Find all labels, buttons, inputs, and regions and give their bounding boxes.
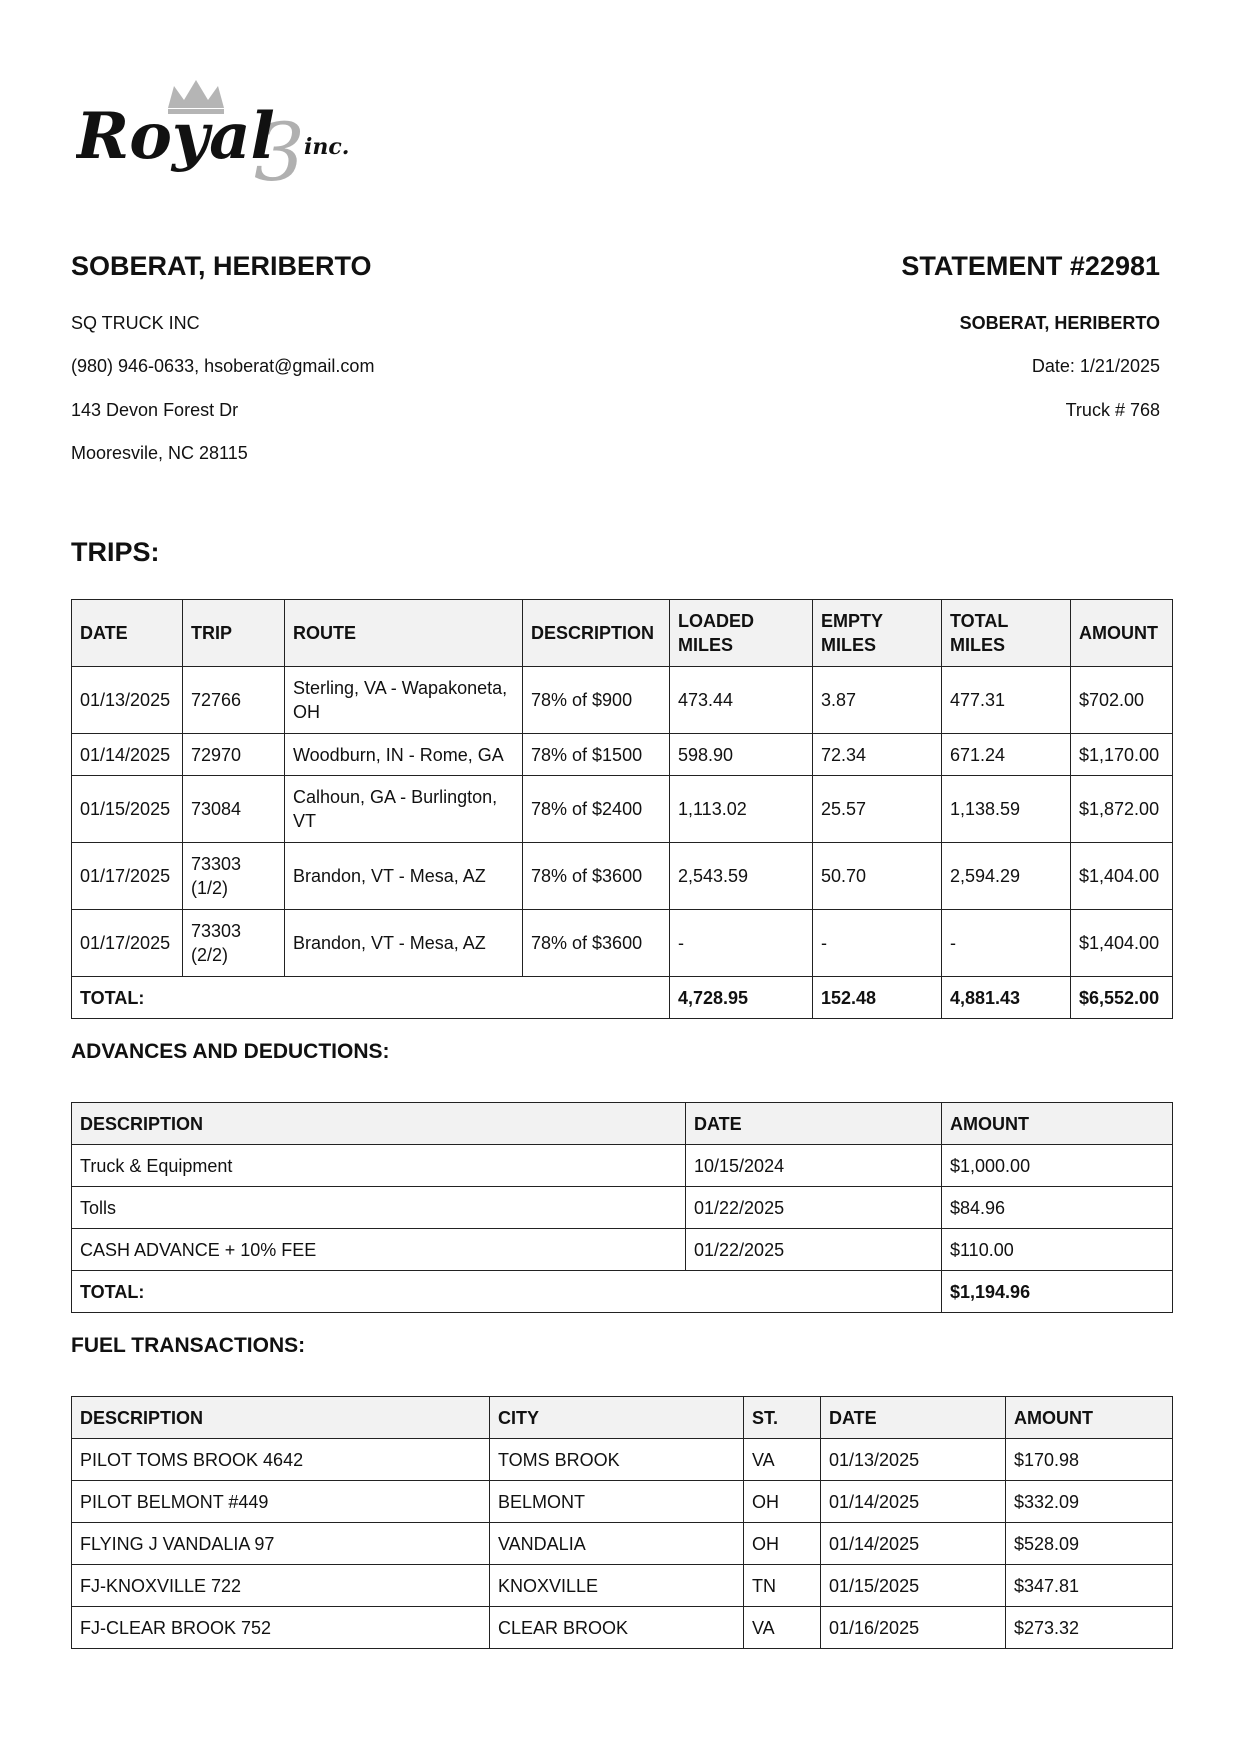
driver-company: SQ TRUCK INC xyxy=(71,313,200,333)
table-cell: TOMS BROOK xyxy=(490,1439,744,1481)
table-cell: 3.87 xyxy=(813,667,942,734)
table-row xyxy=(72,667,1173,734)
table-cell: Truck & Equipment xyxy=(72,1145,686,1187)
table-cell: 78% of $3600 xyxy=(523,910,670,977)
driver-contact: (980) 946-0633, hsoberat@gmail.com xyxy=(71,356,375,376)
table-cell: $1,404.00 xyxy=(1071,910,1173,977)
table-cell: KNOXVILLE xyxy=(490,1565,744,1607)
column-header: TOTAL MILES xyxy=(942,600,1071,667)
table-cell: 01/14/2025 xyxy=(821,1523,1006,1565)
table-row xyxy=(72,1229,1173,1271)
table-cell: $1,170.00 xyxy=(1071,734,1173,776)
column-header: LOADED MILES xyxy=(670,600,813,667)
column-header: DATE xyxy=(686,1103,942,1145)
table-cell: - xyxy=(942,910,1071,977)
trips-table xyxy=(71,599,1173,1019)
table-cell: $273.32 xyxy=(1006,1607,1173,1649)
advances-heading: ADVANCES AND DEDUCTIONS: xyxy=(71,1040,390,1063)
column-header: ROUTE xyxy=(285,600,523,667)
table-row xyxy=(72,1145,1173,1187)
table-cell: 72.34 xyxy=(813,734,942,776)
table-row xyxy=(72,1523,1173,1565)
table-cell: 01/13/2025 xyxy=(821,1439,1006,1481)
table-cell: 01/22/2025 xyxy=(686,1187,942,1229)
total-empty-miles: 152.48 xyxy=(813,977,942,1019)
table-cell: Calhoun, GA - Burlington, VT xyxy=(285,776,523,843)
table-cell: 73084 xyxy=(183,776,285,843)
table-cell: 01/16/2025 xyxy=(821,1607,1006,1649)
table-cell: 10/15/2024 xyxy=(686,1145,942,1187)
table-cell: 477.31 xyxy=(942,667,1071,734)
table-cell: 78% of $3600 xyxy=(523,843,670,910)
table-cell: PILOT TOMS BROOK 4642 xyxy=(72,1439,490,1481)
statement-name: SOBERAT, HERIBERTO xyxy=(959,313,1160,333)
table-cell: 73303 (2/2) xyxy=(183,910,285,977)
statement-truck: Truck # 768 xyxy=(1065,400,1160,420)
advances-table xyxy=(71,1102,1173,1313)
column-header: DATE xyxy=(72,600,183,667)
column-header: AMOUNT xyxy=(942,1103,1173,1145)
table-cell: $1,872.00 xyxy=(1071,776,1173,843)
driver-address-line1: 143 Devon Forest Dr xyxy=(71,400,239,420)
logo-brand: Royal xyxy=(76,99,275,174)
table-cell: 25.57 xyxy=(813,776,942,843)
table-cell: BELMONT xyxy=(490,1481,744,1523)
table-cell: $702.00 xyxy=(1071,667,1173,734)
table-row xyxy=(72,734,1173,776)
column-header: TRIP xyxy=(183,600,285,667)
statement-date: Date: 1/21/2025 xyxy=(1031,356,1160,376)
table-cell: FLYING J VANDALIA 97 xyxy=(72,1523,490,1565)
table-cell: 1,113.02 xyxy=(670,776,813,843)
table-cell: 01/22/2025 xyxy=(686,1229,942,1271)
table-cell: 78% of $2400 xyxy=(523,776,670,843)
table-row xyxy=(72,1481,1173,1523)
table-cell: 473.44 xyxy=(670,667,813,734)
table-cell: - xyxy=(670,910,813,977)
table-cell: CASH ADVANCE + 10% FEE xyxy=(72,1229,686,1271)
table-cell: FJ-CLEAR BROOK 752 xyxy=(72,1607,490,1649)
logo-suffix: inc. xyxy=(304,134,350,160)
table-cell: FJ-KNOXVILLE 722 xyxy=(72,1565,490,1607)
table-cell: 01/15/2025 xyxy=(821,1565,1006,1607)
table-row xyxy=(72,776,1173,843)
table-cell: 01/13/2025 xyxy=(72,667,183,734)
table-cell: $110.00 xyxy=(942,1229,1173,1271)
table-cell: OH xyxy=(744,1523,821,1565)
table-cell: 2,594.29 xyxy=(942,843,1071,910)
total-amount: $6,552.00 xyxy=(1071,977,1173,1019)
table-cell: CLEAR BROOK xyxy=(490,1607,744,1649)
column-header: DESCRIPTION xyxy=(72,1103,686,1145)
fuel-heading: FUEL TRANSACTIONS: xyxy=(71,1334,306,1357)
table-row xyxy=(72,1439,1173,1481)
table-cell: Woodburn, IN - Rome, GA xyxy=(285,734,523,776)
table-cell: Tolls xyxy=(72,1187,686,1229)
table-cell: Brandon, VT - Mesa, AZ xyxy=(285,910,523,977)
table-cell: 598.90 xyxy=(670,734,813,776)
logo-numeral: 3 xyxy=(254,106,305,190)
column-header: DATE xyxy=(821,1397,1006,1439)
table-cell: OH xyxy=(744,1481,821,1523)
table-row xyxy=(72,1607,1173,1649)
table-cell: 01/14/2025 xyxy=(821,1481,1006,1523)
table-cell: - xyxy=(813,910,942,977)
table-row xyxy=(72,910,1173,977)
table-cell: VANDALIA xyxy=(490,1523,744,1565)
column-header: AMOUNT xyxy=(1006,1397,1173,1439)
table-row xyxy=(72,1565,1173,1607)
table-cell: 2,543.59 xyxy=(670,843,813,910)
table-cell: 1,138.59 xyxy=(942,776,1071,843)
table-cell: 78% of $900 xyxy=(523,667,670,734)
total-row xyxy=(72,1271,1173,1313)
total-label: TOTAL: xyxy=(72,1271,942,1313)
driver-address-line2: Mooresvile, NC 28115 xyxy=(71,443,248,463)
table-cell: Brandon, VT - Mesa, AZ xyxy=(285,843,523,910)
total-label: TOTAL: xyxy=(72,977,670,1019)
column-header: CITY xyxy=(490,1397,744,1439)
column-header: EMPTY MILES xyxy=(813,600,942,667)
table-cell: VA xyxy=(744,1439,821,1481)
table-row xyxy=(72,1187,1173,1229)
table-cell: $84.96 xyxy=(942,1187,1173,1229)
table-cell: 01/15/2025 xyxy=(72,776,183,843)
table-cell: PILOT BELMONT #449 xyxy=(72,1481,490,1523)
table-cell: 72766 xyxy=(183,667,285,734)
table-cell: 671.24 xyxy=(942,734,1071,776)
table-cell: 01/14/2025 xyxy=(72,734,183,776)
table-cell: 73303 (1/2) xyxy=(183,843,285,910)
total-row xyxy=(72,977,1173,1019)
table-header-row xyxy=(72,1103,1173,1145)
table-cell: $528.09 xyxy=(1006,1523,1173,1565)
table-cell: $170.98 xyxy=(1006,1439,1173,1481)
table-header-row xyxy=(72,600,1173,667)
statement-title: STATEMENT #22981 xyxy=(901,251,1160,281)
table-header-row xyxy=(72,1397,1173,1439)
total-amount: $1,194.96 xyxy=(942,1271,1173,1313)
table-cell: 50.70 xyxy=(813,843,942,910)
table-cell: 01/17/2025 xyxy=(72,843,183,910)
column-header: AMOUNT xyxy=(1071,600,1173,667)
column-header: DESCRIPTION xyxy=(523,600,670,667)
table-cell: $1,000.00 xyxy=(942,1145,1173,1187)
fuel-table xyxy=(71,1396,1173,1649)
table-cell: 78% of $1500 xyxy=(523,734,670,776)
table-cell: $347.81 xyxy=(1006,1565,1173,1607)
total-loaded-miles: 4,728.95 xyxy=(670,977,813,1019)
table-cell: VA xyxy=(744,1607,821,1649)
column-header: DESCRIPTION xyxy=(72,1397,490,1439)
column-header: ST. xyxy=(744,1397,821,1439)
table-cell: TN xyxy=(744,1565,821,1607)
total-miles: 4,881.43 xyxy=(942,977,1071,1019)
table-cell: Sterling, VA - Wapakoneta, OH xyxy=(285,667,523,734)
table-row xyxy=(72,843,1173,910)
company-logo xyxy=(76,78,386,190)
table-cell: 72970 xyxy=(183,734,285,776)
driver-name: SOBERAT, HERIBERTO xyxy=(71,251,372,281)
table-cell: $1,404.00 xyxy=(1071,843,1173,910)
trips-heading: TRIPS: xyxy=(71,537,160,567)
table-cell: $332.09 xyxy=(1006,1481,1173,1523)
table-cell: 01/17/2025 xyxy=(72,910,183,977)
